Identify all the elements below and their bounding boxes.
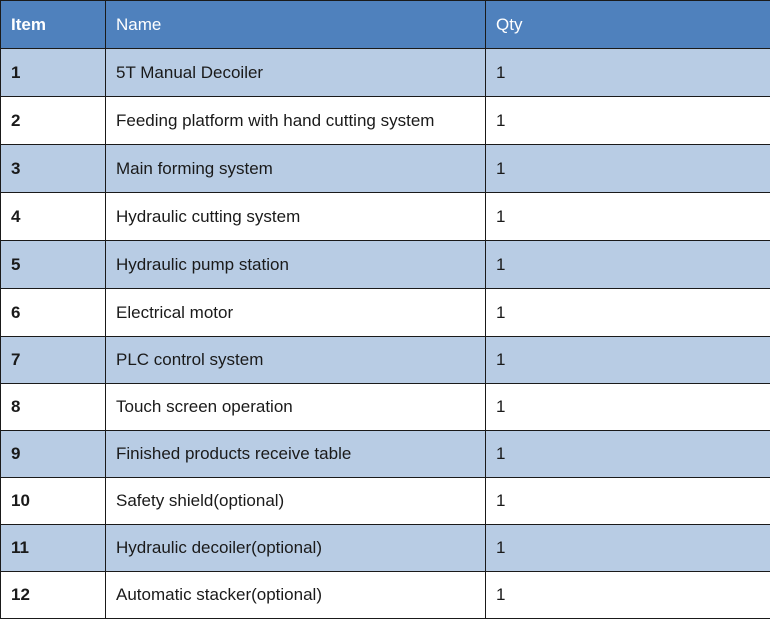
table-row	[1, 145, 770, 193]
item-name-cell: Touch screen operation	[106, 384, 486, 431]
item-number-cell: 4	[1, 193, 106, 241]
table-row	[1, 193, 770, 241]
item-qty-cell: 1	[486, 97, 770, 145]
table-row	[1, 525, 770, 572]
item-name-cell: Main forming system	[106, 145, 486, 193]
item-qty-cell: 1	[486, 431, 770, 478]
item-number-cell: 2	[1, 97, 106, 145]
item-qty-cell: 1	[486, 241, 770, 289]
table-row	[1, 241, 770, 289]
table-row	[1, 97, 770, 145]
table-row	[1, 49, 770, 97]
column-header-item: Item	[1, 1, 106, 49]
item-number-cell: 12	[1, 572, 106, 619]
item-number-cell: 11	[1, 525, 106, 572]
item-qty-cell: 1	[486, 145, 770, 193]
table-row	[1, 289, 770, 337]
item-number-cell: 8	[1, 384, 106, 431]
item-name-cell: Hydraulic pump station	[106, 241, 486, 289]
table-header	[1, 1, 770, 49]
table-row	[1, 384, 770, 431]
item-number-cell: 7	[1, 337, 106, 384]
table-row	[1, 572, 770, 619]
item-qty-cell: 1	[486, 49, 770, 97]
item-number-cell: 9	[1, 431, 106, 478]
item-name-cell: Hydraulic decoiler(optional)	[106, 525, 486, 572]
column-header-qty: Qty	[486, 1, 770, 49]
item-number-cell: 6	[1, 289, 106, 337]
item-qty-cell: 1	[486, 525, 770, 572]
item-qty-cell: 1	[486, 478, 770, 525]
item-name-cell: Safety shield(optional)	[106, 478, 486, 525]
item-qty-cell: 1	[486, 289, 770, 337]
item-name-cell: 5T Manual Decoiler	[106, 49, 486, 97]
item-qty-cell: 1	[486, 572, 770, 619]
table-body	[1, 49, 770, 619]
item-name-cell: Feeding platform with hand cutting system	[106, 97, 486, 145]
item-qty-cell: 1	[486, 384, 770, 431]
item-number-cell: 3	[1, 145, 106, 193]
item-number-cell: 5	[1, 241, 106, 289]
table-row	[1, 478, 770, 525]
column-header-name: Name	[106, 1, 486, 49]
item-name-cell: Hydraulic cutting system	[106, 193, 486, 241]
item-name-cell: Finished products receive table	[106, 431, 486, 478]
item-qty-cell: 1	[486, 337, 770, 384]
table-row	[1, 431, 770, 478]
item-name-cell: Electrical motor	[106, 289, 486, 337]
item-number-cell: 1	[1, 49, 106, 97]
item-name-cell: PLC control system	[106, 337, 486, 384]
table-row	[1, 337, 770, 384]
header-row	[1, 1, 770, 49]
item-qty-cell: 1	[486, 193, 770, 241]
item-name-cell: Automatic stacker(optional)	[106, 572, 486, 619]
item-number-cell: 10	[1, 478, 106, 525]
